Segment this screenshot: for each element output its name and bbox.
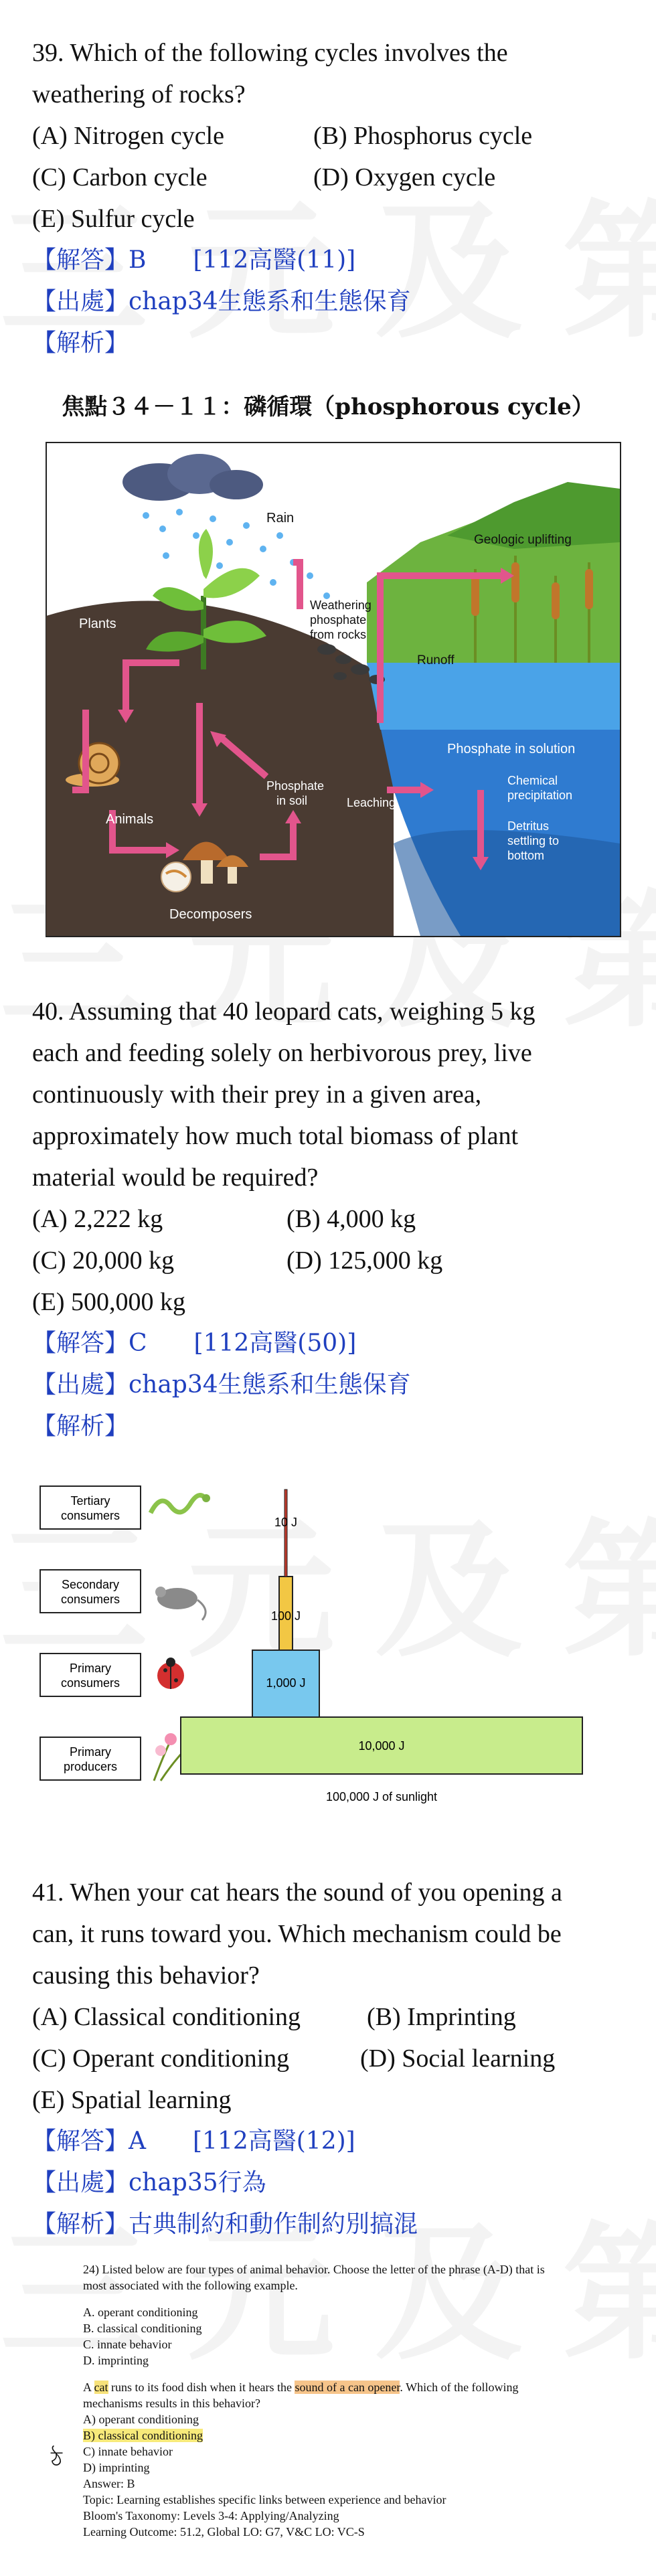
scan-q25-option: A) operant conditioning [83,2413,199,2426]
mouse-icon [155,1587,206,1620]
question-stem: weathering of rocks? [32,80,246,108]
label-chemical: precipitation [507,789,573,802]
option-c: (C) Carbon cycle [32,163,208,191]
scan-q25-stem: mechanisms results in this behavior? [83,2397,260,2410]
phosphorus-cycle-figure [46,442,621,937]
energy-pyramid-figure [27,1466,629,1814]
ladybug-icon [157,1658,184,1689]
label-in-solution: Phosphate in solution [447,742,576,756]
label-weathering: Weathering [310,598,372,612]
explain-line: 【解析】 [32,329,129,357]
option-d: (D) Oxygen cycle [313,163,496,191]
option-b: (B) Imprinting [367,2003,516,2031]
svg-text:consumers: consumers [60,1509,120,1522]
label-detritus: settling to [507,834,560,848]
level-box-tertiary [40,1486,141,1529]
label-plants: Plants [79,617,116,631]
option-b: (B) 4,000 kg [286,1205,416,1233]
option-b: (B) Phosphorus cycle [313,122,533,150]
level-box-producers [40,1737,141,1780]
label-geologic: Geologic uplifting [474,533,572,547]
sunlight-label: 100,000 J of sunlight [325,1790,438,1803]
level-box-secondary [40,1570,141,1613]
explain-line: 【解析】 [32,1413,129,1440]
figure-title: 焦點３４－１１：磷循環（phosphorous cycle） [62,394,594,420]
question-40 [32,991,635,1447]
option-d: (D) Social learning [360,2044,556,2073]
scan-q25-stem: A cat runs to its food dish when it hears the sound of a can opener. Which of the following [83,2381,519,2394]
label-chemical: Chemical [507,774,558,787]
option-d: (D) 125,000 kg [286,1246,443,1275]
scan-meta: Learning Outcome: 51.2, Global LO: G7, V&C LO: VC-S [83,2525,365,2539]
question-39 [32,32,635,364]
snake-icon [151,1494,210,1513]
label-runoff: Runoff [417,653,455,667]
label-rain: Rain [266,511,295,526]
question-stem: can, it runs toward you. Which mechanism could be [32,1920,562,1948]
pyramid-bar-tertiary [284,1490,287,1577]
svg-text:consumers: consumers [60,1593,120,1606]
answer-line: 【解答】A [112高醫(12)] [32,2127,355,2155]
scan-q24-stem: most associated with the following example. [83,2279,298,2292]
answer-line: 【解答】B [112高醫(11)] [32,246,356,274]
question-stem: 41. When your cat hears the sound of you opening a [32,1878,562,1907]
answer-line: 【解答】C [112高醫(50)] [32,1330,357,1357]
option-e: (E) Spatial learning [32,2086,232,2114]
label-detritus: bottom [507,849,545,862]
label-detritus: Detritus [507,819,550,833]
svg-text:Primary: Primary [70,1662,111,1675]
energy-label: 10 J [274,1516,298,1529]
label-animals: Animals [106,812,154,827]
scan-q25-option: C) innate behavior [83,2445,173,2458]
svg-text:producers: producers [63,1760,118,1773]
question-stem: material would be required? [32,1163,319,1192]
option-c: (C) Operant conditioning [32,2044,290,2073]
svg-text:Primary: Primary [70,1745,111,1759]
handwritten-mark: ঠ [51,2446,63,2472]
scan-q25-option: D) imprinting [83,2461,150,2474]
option-c: (C) 20,000 kg [32,1246,175,1275]
source-line: 【出處】chap34生態系和生態保育 [32,288,411,315]
question-stem: 39. Which of the following cycles involves the [32,39,508,67]
label-leaching: Leaching [347,796,396,809]
question-stem: approximately how much total biomass of plant [32,1122,519,1150]
option-a: (A) Nitrogen cycle [32,122,224,150]
scan-q24-option: C. innate behavior [83,2338,172,2351]
scanned-excerpt [83,2261,639,2540]
label-in-soil: in soil [276,794,308,807]
option-e: (E) 500,000 kg [32,1288,186,1316]
scan-q25-option: B) classical conditioning [83,2429,203,2442]
energy-label: 10,000 J [358,1739,405,1753]
scan-meta: Topic: Learning establishes specific links between experience and behavior [83,2493,446,2506]
label-in-soil: Phosphate [266,779,325,793]
label-weathering: from rocks [310,628,367,641]
question-stem: causing this behavior? [32,1961,260,1990]
scan-q24-option: A. operant conditioning [83,2306,198,2319]
option-a: (A) Classical conditioning [32,2003,301,2031]
svg-text:Tertiary: Tertiary [70,1494,110,1508]
label-weathering: phosphate [310,613,367,627]
label-decomposers: Decomposers [169,907,252,922]
option-a: (A) 2,222 kg [32,1205,163,1233]
question-41 [32,1872,635,2245]
scan-q24-stem: 24) Listed below are four types of animal behavior. Choose the letter of the phrase (A-D) that is [83,2263,545,2276]
energy-label: 1,000 J [266,1676,306,1690]
scan-meta: Answer: B [83,2477,135,2490]
scan-q24-option: B. classical conditioning [83,2322,202,2335]
scan-q24-option: D. imprinting [83,2354,149,2367]
source-line: 【出處】chap35行為 [32,2169,266,2196]
source-line: 【出處】chap34生態系和生態保育 [32,1371,411,1398]
question-stem: 40. Assuming that 40 leopard cats, weighing 5 kg [32,997,536,1026]
level-box-primary-consumers [40,1654,141,1696]
explain-line: 【解析】古典制約和動作制約別搞混 [32,2210,418,2238]
energy-label: 100 J [270,1609,301,1623]
scan-meta: Bloom's Taxonomy: Levels 3-4: Applying/Analyzing [83,2509,339,2522]
svg-text:consumers: consumers [60,1676,120,1690]
question-stem: each and feeding solely on herbivorous prey, live [32,1039,532,1067]
svg-text:Secondary: Secondary [61,1578,120,1591]
question-stem: continuously with their prey in a given area, [32,1080,482,1109]
option-e: (E) Sulfur cycle [32,205,195,233]
